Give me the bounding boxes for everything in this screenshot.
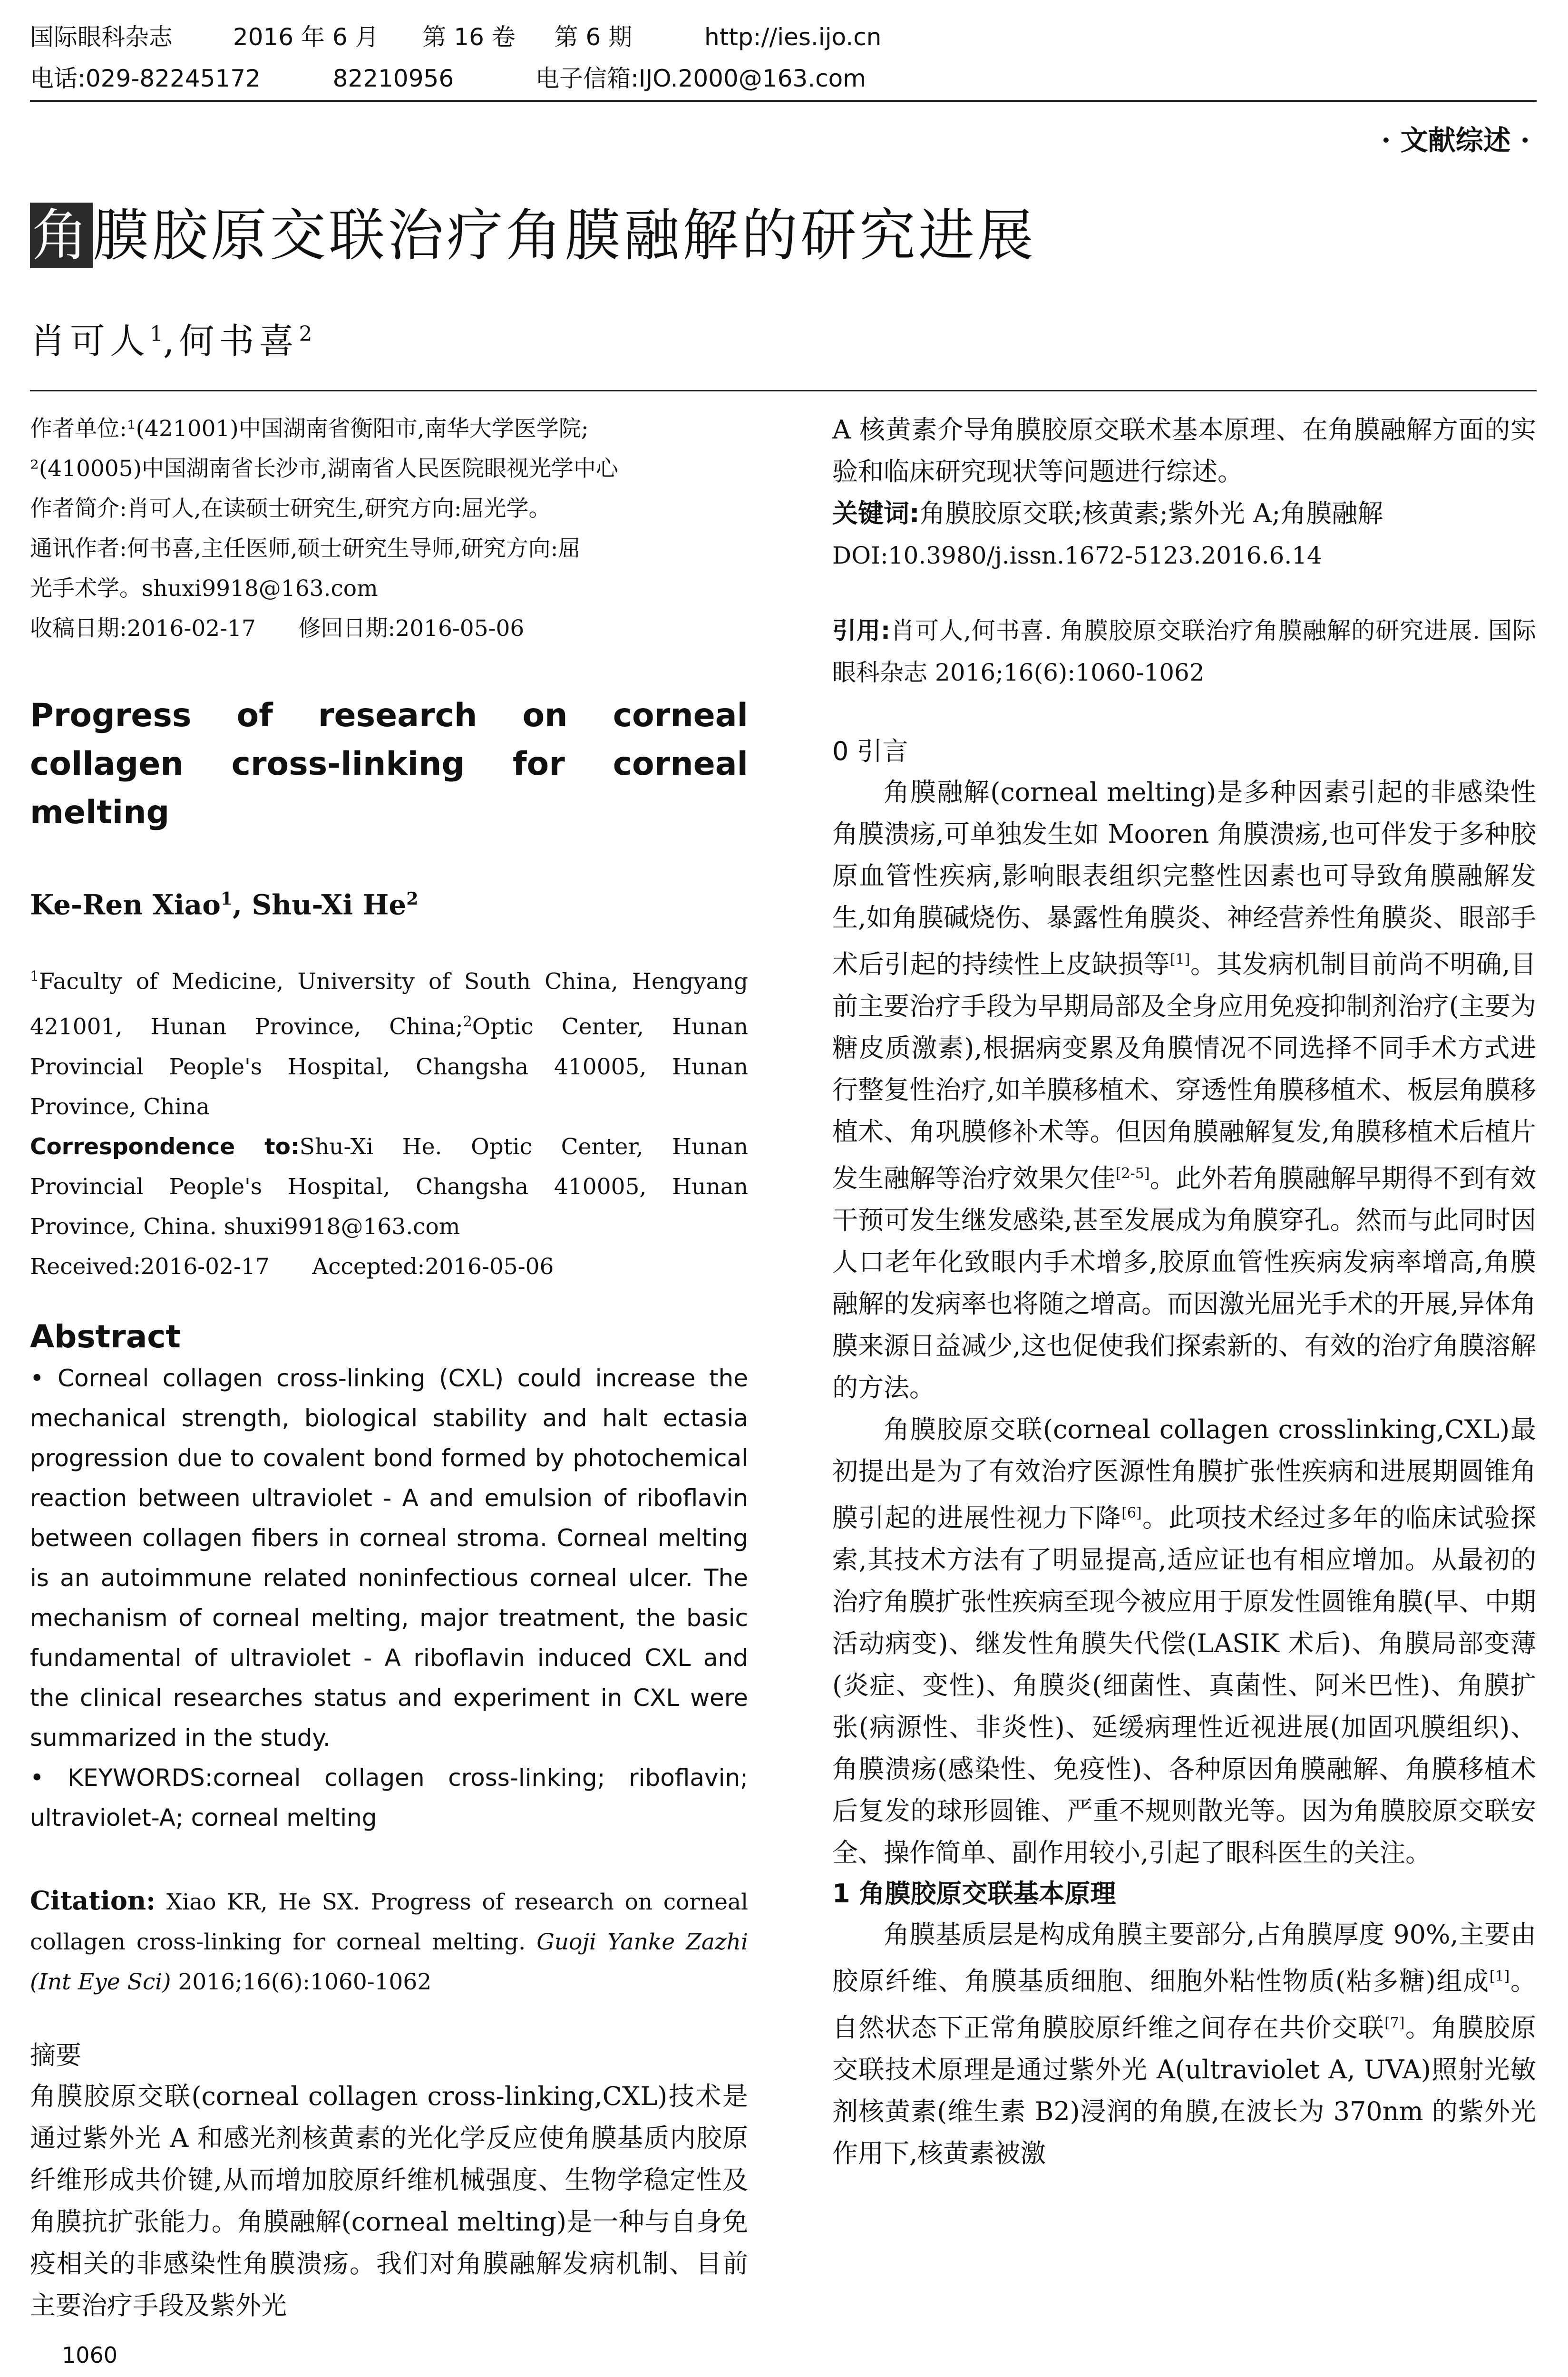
correspondence-text: Shu-Xi He. Optic Center, Hunan Provincial People's Hospital, Changsha 410005, Hunan Province, China. shuxi9918@163.com bbox=[30, 1133, 748, 1240]
ref-link[interactable]: [1] bbox=[1489, 1968, 1510, 1985]
en-affiliation-1: Faculty of Medicine, University of South China, Hengyang 421001, Hunan Province, China; bbox=[30, 968, 748, 1040]
english-title: Progress of research on corneal collagen cross-linking for corneal melting bbox=[30, 697, 748, 831]
affiliation-line: ²(410005)中国湖南省长沙市,湖南省人民医院眼视光学中心 bbox=[30, 456, 618, 482]
correspondence-label: Correspondence to: bbox=[30, 1133, 300, 1160]
paragraph-2-part-b: 。此项技术经过多年的临床试验探索,其技术方法有了明显提高,适应证也有相应增加。从最初的治疗角膜扩张性疾病至现今被应用于原发性圆锥角膜(早、中期活动病变)、继发性角膜失代偿(LASIK 术后)、角膜局部变薄(炎症、变性)、角膜炎(细菌性、真菌性、阿米巴性)、角膜扩张(病源性、非炎性)、延缓病理性近视进展(加固巩膜组织)、角膜溃疡(感染性、免疫性)、各种原因角膜融解、角膜移植术后复发的球形圆锥、严重不规则散光等。因为角膜胶原交联安全、操作简单、副作用较小,引起了眼科医生的关注。 bbox=[832, 1503, 1537, 1868]
author-2: 何书喜 bbox=[179, 321, 299, 362]
en-author-1: Ke-Ren Xiao bbox=[30, 888, 221, 921]
title-rule bbox=[30, 390, 1537, 391]
en-author-1-sup: 1 bbox=[220, 889, 233, 909]
title-first-char: 角 bbox=[30, 203, 93, 268]
keywords-label: 关键词: bbox=[832, 498, 920, 528]
en-dates: Received:2016-02-17 Accepted:2016-05-06 bbox=[30, 1253, 554, 1280]
author-2-sup: 2 bbox=[299, 322, 312, 346]
email[interactable]: 电子信箱:IJO.2000@163.com bbox=[535, 65, 866, 92]
citation-text: Xiao KR, He SX. Progress of research on corneal collagen cross-linking for corneal melting. bbox=[30, 1889, 748, 1955]
section-0-heading: 0 引言 bbox=[832, 736, 908, 766]
aff-sup-2: 2 bbox=[463, 1013, 472, 1030]
phone-2: 82210956 bbox=[332, 65, 454, 92]
correspondence-cn: 通讯作者:何书喜,主任医师,硕士研究生导师,研究方向:屈 bbox=[30, 536, 581, 562]
citation-cn-label: 引用: bbox=[832, 617, 891, 644]
citation-end: 2016;16(6):1060-1062 bbox=[171, 1968, 432, 1995]
cn-abstract-heading: 摘要 bbox=[30, 2040, 81, 2070]
en-affiliation-2: Optic Center, Hunan Provincial People's Hospital, Changsha 410005, Hunan Province, China bbox=[30, 1013, 748, 1120]
issue-date: 2016 年 6 月 bbox=[233, 23, 379, 51]
section-1-heading: 1 角膜胶原交联基本原理 bbox=[832, 1879, 1116, 1909]
abstract-heading: Abstract bbox=[30, 1318, 181, 1355]
journal-url[interactable]: http://ies.ijo.cn bbox=[704, 23, 882, 51]
left-column bbox=[30, 409, 748, 2327]
journal-name: 国际眼科杂志 bbox=[30, 23, 173, 51]
ref-link[interactable]: [1] bbox=[1169, 951, 1190, 968]
citation-journal: Guoji Yanke Zazhi (Int Eye Sci) bbox=[30, 1929, 748, 1995]
paragraph-3-part-a: 角膜基质层是构成角膜主要部分,占角膜厚度 90%,主要由胶原纤维、角膜基质细胞、细胞外粘性物质(粘多糖)组成 bbox=[832, 1919, 1536, 1996]
doi[interactable]: DOI:10.3980/j.issn.1672-5123.2016.6.14 bbox=[832, 542, 1322, 569]
author-1: 肖可人 bbox=[30, 321, 150, 362]
aff-sup-1: 1 bbox=[30, 968, 39, 985]
affiliations-block bbox=[30, 409, 748, 649]
dates-cn: 收稿日期:2016-02-17 修回日期:2016-05-06 bbox=[30, 615, 525, 642]
issue: 第 6 期 bbox=[554, 23, 633, 51]
abstract-text: • Corneal collagen cross-linking (CXL) could increase the mechanical strength, biological stability and halt ectasia progression due to covalent bond formed by photochemical reaction between ultraviolet - A and emulsion of riboflavin between collagen fibers in corneal stroma. Corneal melting is an autoimmune related noninfectious corneal ulcer. The mechanism of corneal melting, major treatment, the basic fundamental of ultraviolet - A riboflavin induced CXL and the clinical researches status and experiment in CXL were summarized in the study. bbox=[30, 1364, 748, 1752]
paragraph-1-part-a: 角膜融解(corneal melting)是多种因素引起的非感染性角膜溃疡,可单独发生如 Mooren 角膜溃疡,也可伴发于多种胶原血管性疾病,影响眼表组织完整性因素也可导致角膜融解发生,如角膜碱烧伤、暴露性角膜炎、神经营养性角膜炎、眼部手术后引起的持续性上皮缺损等 bbox=[832, 777, 1536, 979]
running-header-line1 bbox=[30, 23, 881, 51]
cn-abstract-continued: A 核黄素介导角膜胶原交联术基本原理、在角膜融解方面的实验和临床研究现状等问题进行综述。 bbox=[832, 415, 1536, 487]
citation-cn bbox=[832, 610, 1536, 693]
ref-link[interactable]: [2-5] bbox=[1115, 1165, 1150, 1182]
paragraph-1-part-b: 。其发病机制目前尚不明确,目前主要治疗手段为早期局部及全身应用免疫抑制剂治疗(主要为糖皮质激素),根据病变累及角膜情况不同选择不同手术方式进行整复性治疗,如羊膜移植术、穿透性角膜移植术、板层角膜移植术、角巩膜修补术等。但因角膜融解复发,角膜移植术后植片发生融解等治疗效果欠佳 bbox=[832, 949, 1537, 1193]
citation-label: Citation: bbox=[30, 1885, 156, 1916]
paragraph-3-part-b: 。自然状态下正常角膜胶原纤维之间存在共价交联 bbox=[832, 1966, 1536, 2043]
cn-abstract-text: 角膜胶原交联(corneal collagen cross-linking,CXL)技术是通过紫外光 A 和感光剂核黄素的光化学反应使角膜基质内胶原纤维形成共价键,从而增加胶原纤维机械强度、生物学稳定性及角膜抗扩张能力。角膜融解(corneal melting)是一种与自身免疫相关的非感染性角膜溃疡。我们对角膜融解发病机制、目前主要治疗手段及紫外光 bbox=[30, 2081, 748, 2320]
keywords-en: • KEYWORDS:corneal collagen cross-linking; riboflavin; ultraviolet-A; corneal melting bbox=[30, 1763, 748, 1831]
right-column bbox=[832, 409, 1536, 2174]
paragraph-1-part-c: 。此外若角膜融解早期得不到有效干预可发生继发感染,甚至发展成为角膜穿孔。然而与此同时因人口老年化致眼内手术增多,胶原血管性疾病发病率增高,角膜融解的发病率也将随之增高。而因激光屈光手术的开展,异体角膜来源日益减少,这也促使我们探索新的、有效的治疗角膜溶解的方法。 bbox=[832, 1163, 1536, 1403]
keywords-cn bbox=[832, 493, 1536, 535]
header-rule bbox=[30, 100, 1537, 102]
article-title bbox=[30, 202, 1036, 269]
ref-link[interactable]: [7] bbox=[1384, 2015, 1405, 2031]
author-bio: 作者简介:肖可人,在读硕士研究生,研究方向:屈光学。 bbox=[30, 496, 551, 522]
affiliation-line: 作者单位:¹(421001)中国湖南省衡阳市,南华大学医学院; bbox=[30, 416, 589, 442]
paragraph-1 bbox=[832, 771, 1536, 1409]
section-tag: · 文献综述 · bbox=[1381, 124, 1530, 156]
en-correspondence bbox=[30, 1127, 748, 1247]
english-affiliations bbox=[30, 957, 748, 1127]
paragraph-3 bbox=[832, 1914, 1536, 2174]
ref-link[interactable]: [6] bbox=[1121, 1505, 1142, 1521]
en-author-2: Shu-Xi He bbox=[252, 888, 407, 921]
title-text: 膜胶原交联治疗角膜融解的研究进展 bbox=[93, 203, 1037, 268]
author-1-sup: 1 bbox=[150, 322, 163, 346]
phone: 电话:029-82245172 bbox=[30, 65, 261, 92]
paragraph-3-part-c: 。角膜胶原交联技术原理是通过紫外光 A(ultraviolet A, UVA)照射光敏剂核黄素(维生素 B2)浸润的角膜,在波长为 370nm 的紫外光作用下,核黄素被激 bbox=[832, 2013, 1537, 2168]
page-number: 1060 bbox=[62, 2342, 118, 2368]
volume: 第 16 卷 bbox=[422, 23, 516, 51]
running-header-line2 bbox=[30, 64, 866, 93]
correspondence-cn-email: 光手术学。shuxi9918@163.com bbox=[30, 575, 378, 602]
en-author-2-sup: 2 bbox=[406, 889, 419, 909]
citation-en bbox=[30, 1880, 748, 2002]
authors-cn: 肖可人$^1$,何书喜$^2$ bbox=[30, 321, 312, 362]
keywords-text: 角膜胶原交联;核黄素;紫外光 A;角膜融解 bbox=[919, 498, 1383, 528]
paragraph-2-part-a: 角膜胶原交联(corneal collagen crosslinking,CXL)最初提出是为了有效治疗医源性角膜扩张性疾病和进展期圆锥角膜引起的进展性视力下降 bbox=[832, 1414, 1536, 1533]
paragraph-2 bbox=[832, 1409, 1536, 1874]
citation-cn-text: 肖可人,何书喜. 角膜胶原交联治疗角膜融解的研究进展. 国际眼科杂志 2016;16(6):1060-1062 bbox=[832, 617, 1536, 686]
english-authors: Ke-Ren Xiao$^1$, Shu-Xi He$^2$ bbox=[30, 888, 419, 921]
